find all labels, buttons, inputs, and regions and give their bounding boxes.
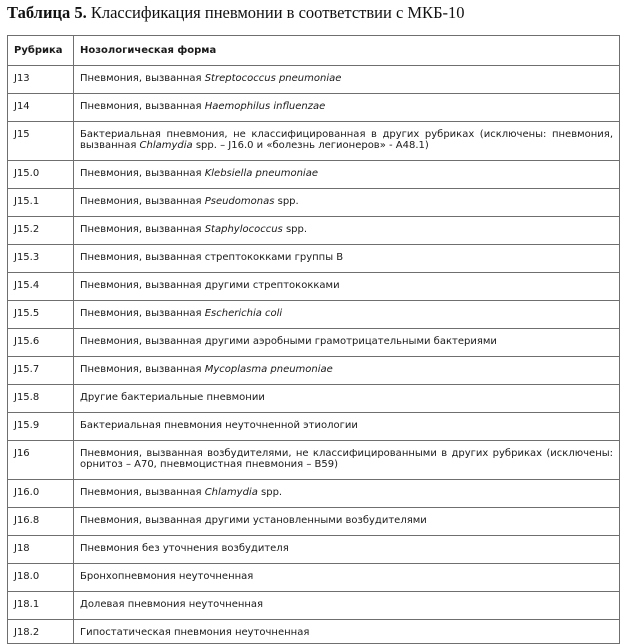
nosological-form-cell (74, 217, 620, 245)
rubric-code-cell: J16 (8, 441, 74, 480)
pathogen-name: Klebsiella pneumoniae (204, 168, 318, 179)
table-row (8, 329, 620, 357)
table-row (8, 508, 620, 536)
nosological-form-cell (74, 536, 620, 564)
form-text: Пневмония, вызванная другими аэробными грамотрицательными бактериями (80, 336, 497, 347)
form-text: Пневмония, вызванная (80, 73, 205, 84)
header-rubric: Рубрика (8, 36, 74, 66)
form-text: Пневмония, вызванная другими установленными возбудителями (80, 515, 427, 526)
form-text: Пневмония, вызванная (80, 364, 205, 375)
rubric-code-cell: J18.1 (8, 592, 74, 620)
nosological-form-cell (74, 273, 620, 301)
table-row (8, 161, 620, 189)
nosological-form-cell (74, 480, 620, 508)
rubric-code-cell: J15.7 (8, 357, 74, 385)
rubric-code-cell: J15.8 (8, 385, 74, 413)
form-text: Пневмония, вызванная (80, 308, 205, 319)
table-row (8, 189, 620, 217)
rubric-code-cell: J15.5 (8, 301, 74, 329)
nosological-form-cell (74, 385, 620, 413)
header-nosological-form: Нозологическая форма (74, 36, 620, 66)
table-row (8, 480, 620, 508)
form-text: Гипостатическая пневмония неуточненная (80, 627, 310, 638)
nosological-form-cell (74, 357, 620, 385)
nosological-form-cell (74, 592, 620, 620)
table-row (8, 620, 620, 644)
form-text: spp. (282, 224, 308, 235)
table-row (8, 357, 620, 385)
nosological-form-cell (74, 508, 620, 536)
rubric-code-cell: J18.2 (8, 620, 74, 644)
rubric-code-cell: J14 (8, 94, 74, 122)
pathogen-name: Chlamydia (139, 140, 193, 151)
form-text: Другие бактериальные пневмонии (80, 392, 265, 403)
rubric-code-cell: J18.0 (8, 564, 74, 592)
rubric-code-cell: J15.6 (8, 329, 74, 357)
form-text: Пневмония, вызванная (80, 487, 205, 498)
rubric-code-cell: J15.1 (8, 189, 74, 217)
table-row (8, 385, 620, 413)
form-text: Пневмония, вызванная (80, 168, 205, 179)
table-row (8, 94, 620, 122)
icd10-classification-table (7, 35, 620, 644)
nosological-form-cell (74, 564, 620, 592)
table-row (8, 301, 620, 329)
table-row (8, 245, 620, 273)
nosological-form-cell (74, 161, 620, 189)
rubric-code-cell: J15 (8, 122, 74, 161)
rubric-code-cell: J15.9 (8, 413, 74, 441)
table-row (8, 536, 620, 564)
nosological-form-cell (74, 620, 620, 644)
form-text: spp. (274, 196, 299, 207)
table-row (8, 273, 620, 301)
table-header-row (8, 36, 620, 66)
table-row (8, 592, 620, 620)
form-text: Пневмония, вызванная другими стрептококками (80, 280, 340, 291)
table-row (8, 66, 620, 94)
rubric-code-cell: J15.2 (8, 217, 74, 245)
form-text: spp. – J16.0 и «болезнь легионеров» - A48.1) (192, 140, 429, 151)
form-text: Пневмония, вызванная (80, 196, 205, 207)
table-body (8, 66, 620, 644)
table-row (8, 564, 620, 592)
rubric-code-cell: J18 (8, 536, 74, 564)
form-text: Долевая пневмония неуточненная (80, 599, 264, 610)
form-text: Пневмония, вызванная (80, 224, 205, 235)
nosological-form-cell (74, 329, 620, 357)
table-row (8, 122, 620, 161)
form-text: Бактериальная пневмония неуточненной этиологии (80, 420, 358, 431)
rubric-code-cell: J15.3 (8, 245, 74, 273)
table-row (8, 217, 620, 245)
rubric-code-cell: J13 (8, 66, 74, 94)
nosological-form-cell (74, 94, 620, 122)
table-row (8, 413, 620, 441)
nosological-form-cell (74, 245, 620, 273)
nosological-form-cell (74, 189, 620, 217)
rubric-code-cell: J15.0 (8, 161, 74, 189)
rubric-code-cell: J16.0 (8, 480, 74, 508)
form-text: Пневмония, вызванная возбудителями, не классифицированными в других рубриках (исключены: орнитоз – A70, пневмоцистная пневмония – B59) (80, 448, 613, 470)
rubric-code-cell: J15.4 (8, 273, 74, 301)
nosological-form-cell (74, 441, 620, 480)
pathogen-name: Staphylococcus (204, 224, 283, 235)
table-row (8, 441, 620, 480)
form-text: spp. (257, 487, 283, 498)
pathogen-name: Streptococcus pneumoniae (204, 73, 342, 84)
nosological-form-cell (74, 301, 620, 329)
pathogen-name: Mycoplasma pneumoniae (204, 364, 333, 375)
form-text: Бактериальная пневмония, не классифицированная в других рубриках (исключены: пневмония, вызванная (80, 129, 613, 151)
form-text: Пневмония без уточнения возбудителя (80, 543, 289, 554)
pathogen-name: Pseudomonas (204, 196, 275, 207)
table-caption-label: Таблица 5. (7, 3, 87, 22)
form-text: Пневмония, вызванная (80, 101, 205, 112)
table-caption (7, 3, 465, 23)
nosological-form-cell (74, 66, 620, 94)
rubric-code-cell: J16.8 (8, 508, 74, 536)
form-text: Пневмония, вызванная стрептококками группы B (80, 252, 344, 263)
form-text: Бронхопневмония неуточненная (80, 571, 254, 582)
pathogen-name: Chlamydia (204, 487, 258, 498)
nosological-form-cell (74, 413, 620, 441)
table-caption-text: Классификация пневмонии в соответствии с МКБ-10 (86, 3, 465, 22)
pathogen-name: Escherichia coli (204, 308, 283, 319)
pathogen-name: Haemophilus influenzae (204, 101, 326, 112)
nosological-form-cell (74, 122, 620, 161)
